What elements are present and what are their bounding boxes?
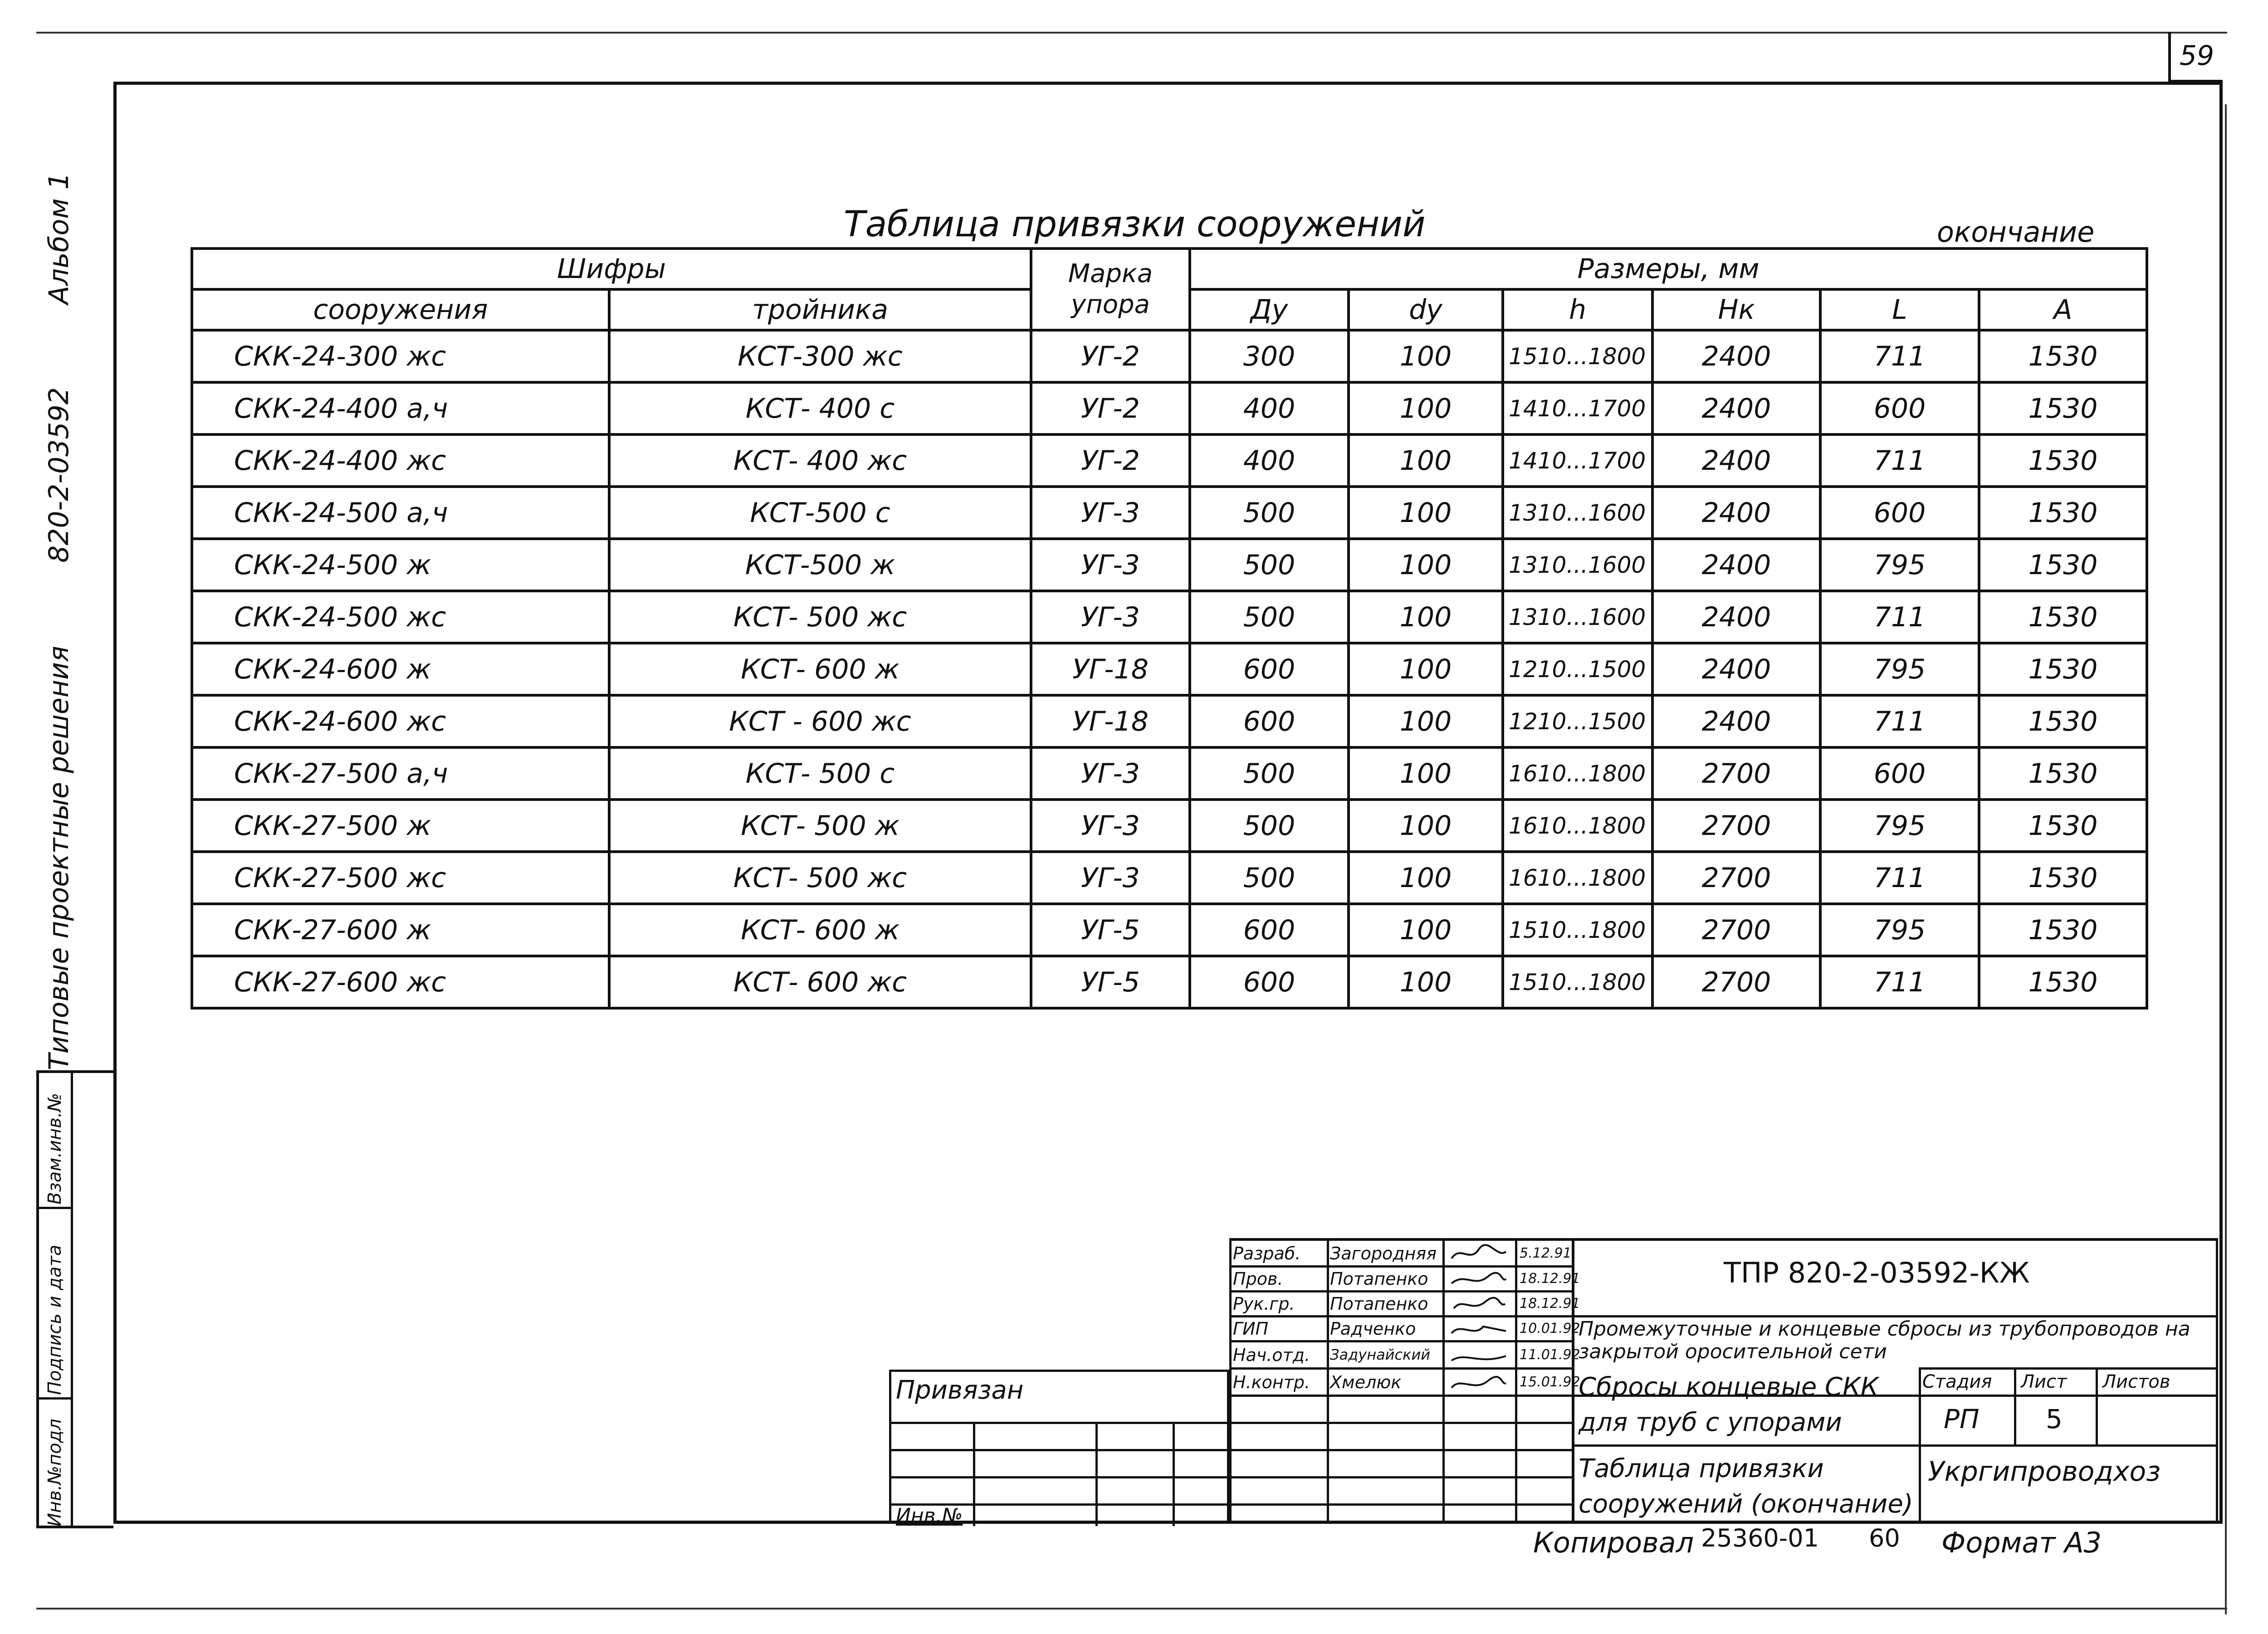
binding-label: Привязан: [896, 1375, 1024, 1405]
cell-brand: УГ-5: [1031, 956, 1190, 1008]
cell-dy: 100: [1349, 956, 1503, 1008]
sheet-label: Лист: [2021, 1371, 2067, 1392]
copied-label: Копировал: [1533, 1526, 1694, 1559]
right-trim-line: [2225, 104, 2227, 1614]
binding-stamp: [889, 1370, 1229, 1527]
cell-brand: УГ-18: [1031, 695, 1190, 747]
cell-du: 600: [1190, 904, 1349, 956]
cell-tee: КСТ-500 ж: [609, 539, 1031, 591]
sheet-value: 5: [2046, 1404, 2063, 1434]
rule: [1229, 1265, 1572, 1268]
stamp-cell-original: [39, 1400, 71, 1529]
sheet-number: 59: [2168, 32, 2223, 83]
cell-dy: 100: [1349, 330, 1503, 382]
rule: [2216, 1238, 2218, 1524]
table-suffix: окончание: [1937, 215, 2095, 249]
header-du: Ду: [1190, 289, 1349, 330]
cell-a: 1530: [1979, 852, 2147, 904]
signature-scribbles: [1447, 1240, 1510, 1395]
rule: [1919, 1367, 2218, 1370]
cell-h: 1310...1600: [1503, 487, 1652, 539]
cell-brand: УГ-5: [1031, 904, 1190, 956]
rule: [2096, 1367, 2098, 1444]
cell-h: 1410...1700: [1503, 382, 1652, 434]
cell-hk: 2400: [1652, 539, 1820, 591]
date-group-lead: 18.12.91: [1520, 1296, 1580, 1312]
table-row: [192, 852, 2147, 904]
cell-tee: КСТ- 400 жс: [609, 434, 1031, 487]
date-checker: 18.12.91: [1520, 1271, 1580, 1287]
rule: [1229, 1238, 1232, 1524]
cell-hk: 2400: [1652, 643, 1820, 695]
cell-l: 795: [1820, 800, 1979, 852]
stage-value: РП: [1944, 1404, 1980, 1434]
stage-label: Стадия: [1922, 1371, 1992, 1392]
cell-dy: 100: [1349, 487, 1503, 539]
header-hk: Нк: [1652, 289, 1820, 330]
cell-a: 1530: [1979, 330, 2147, 382]
cell-du: 500: [1190, 800, 1349, 852]
cell-hk: 2400: [1652, 382, 1820, 434]
cell-h: 1410...1700: [1503, 434, 1652, 487]
cell-hk: 2700: [1652, 956, 1820, 1008]
cell-a: 1530: [1979, 643, 2147, 695]
cell-h: 1210...1500: [1503, 643, 1652, 695]
cell-hk: 2400: [1652, 487, 1820, 539]
cell-hk: 2400: [1652, 330, 1820, 382]
cell-hk: 2700: [1652, 800, 1820, 852]
table-row: [192, 747, 2147, 800]
stamp-replace-label: Взам.инв.№: [44, 1093, 65, 1205]
cell-h: 1610...1800: [1503, 747, 1652, 800]
cell-l: 711: [1820, 852, 1979, 904]
drawing-title: Таблица привязки сооружений (окончание): [1579, 1454, 1913, 1519]
name-norm-control: Хмелюк: [1330, 1372, 1402, 1392]
cell-brand: УГ-18: [1031, 643, 1190, 695]
cell-structure: СКК-24-500 жс: [192, 591, 609, 643]
cell-du: 600: [1190, 695, 1349, 747]
cell-l: 711: [1820, 956, 1979, 1008]
cell-brand: УГ-2: [1031, 330, 1190, 382]
name-department-head: Задунайский: [1330, 1346, 1431, 1363]
cell-a: 1530: [1979, 800, 2147, 852]
cell-structure: СКК-27-500 ж: [192, 800, 609, 852]
side-stamp: [36, 1070, 113, 1528]
cell-h: 1310...1600: [1503, 539, 1652, 591]
document-code: ТПР 820-2-03592-КЖ: [1724, 1256, 2030, 1289]
table-row: [192, 591, 2147, 643]
header-codes: Шифры: [192, 249, 1031, 289]
rule: [1919, 1395, 2218, 1397]
cell-hk: 2400: [1652, 434, 1820, 487]
table-title: Таблица привязки сооружений: [844, 204, 1426, 245]
cell-structure: СКК-27-600 жс: [192, 956, 609, 1008]
cell-tee: КСТ- 500 с: [609, 747, 1031, 800]
cell-l: 600: [1820, 487, 1979, 539]
cell-brand: УГ-3: [1031, 747, 1190, 800]
cell-structure: СКК-27-600 ж: [192, 904, 609, 956]
cell-tee: КСТ- 600 ж: [609, 904, 1031, 956]
header-structure: сооружения: [192, 289, 609, 330]
cell-dy: 100: [1349, 695, 1503, 747]
rule: [891, 1476, 1229, 1478]
organization: Укргипроводхоз: [1928, 1456, 2161, 1488]
cell-hk: 2400: [1652, 695, 1820, 747]
cell-a: 1530: [1979, 382, 2147, 434]
cell-tee: КСТ- 600 жс: [609, 956, 1031, 1008]
cell-brand: УГ-3: [1031, 539, 1190, 591]
cell-du: 300: [1190, 330, 1349, 382]
side-album: Альбом 1: [43, 172, 75, 304]
cell-dy: 100: [1349, 747, 1503, 800]
date-norm-control: 15.01.92: [1520, 1374, 1580, 1390]
cell-h: 1210...1500: [1503, 695, 1652, 747]
cell-structure: СКК-24-400 жс: [192, 434, 609, 487]
table-row: [192, 330, 2147, 382]
cell-brand: УГ-3: [1031, 800, 1190, 852]
order-number: 25360-01: [1701, 1524, 1819, 1552]
cell-du: 500: [1190, 591, 1349, 643]
cell-a: 1530: [1979, 956, 2147, 1008]
cell-tee: КСТ-300 жс: [609, 330, 1031, 382]
cell-tee: КСТ- 400 с: [609, 382, 1031, 434]
cell-hk: 2700: [1652, 747, 1820, 800]
header-sizes: Размеры, мм: [1190, 249, 2147, 289]
date-chief-engineer: 10.01.92: [1520, 1321, 1580, 1336]
cell-du: 400: [1190, 434, 1349, 487]
rule: [1229, 1290, 1572, 1293]
cell-l: 711: [1820, 695, 1979, 747]
cell-structure: СКК-24-600 ж: [192, 643, 609, 695]
cell-hk: 2400: [1652, 591, 1820, 643]
cell-l: 795: [1820, 539, 1979, 591]
cell-structure: СКК-24-400 а,ч: [192, 382, 609, 434]
header-row-1: [192, 249, 2147, 289]
rule: [1229, 1422, 1572, 1424]
cell-l: 795: [1820, 643, 1979, 695]
cell-hk: 2700: [1652, 904, 1820, 956]
binding-table: [191, 247, 2148, 1010]
name-chief-engineer: Радченко: [1330, 1319, 1416, 1339]
rule: [1919, 1367, 1921, 1524]
role-developer: Разраб.: [1233, 1244, 1301, 1263]
side-series: Типовые проектные решения: [43, 645, 75, 1070]
cell-structure: СКК-24-500 ж: [192, 539, 609, 591]
role-department-head: Нач.отд.: [1233, 1345, 1310, 1365]
table-row: [192, 643, 2147, 695]
rule: [1229, 1476, 1572, 1478]
table-row: [192, 904, 2147, 956]
cell-dy: 100: [1349, 643, 1503, 695]
rule: [1327, 1238, 1329, 1524]
cell-h: 1510...1800: [1503, 956, 1652, 1008]
rule: [1515, 1238, 1517, 1524]
cell-dy: 100: [1349, 434, 1503, 487]
cell-brand: УГ-2: [1031, 434, 1190, 487]
header-l: L: [1820, 289, 1979, 330]
cell-du: 400: [1190, 382, 1349, 434]
cell-dy: 100: [1349, 382, 1503, 434]
cell-tee: КСТ - 600 жс: [609, 695, 1031, 747]
cell-a: 1530: [1979, 487, 2147, 539]
cell-h: 1510...1800: [1503, 330, 1652, 382]
cell-l: 711: [1820, 434, 1979, 487]
rule: [891, 1422, 1229, 1424]
role-chief-engineer: ГИП: [1233, 1319, 1269, 1339]
stamp-cell-signature: [39, 1209, 71, 1400]
stamp-divider: [71, 1073, 73, 1528]
stamp-cell-replace: [39, 1073, 71, 1209]
cell-du: 600: [1190, 643, 1349, 695]
cell-dy: 100: [1349, 904, 1503, 956]
name-developer: Загородняя: [1330, 1244, 1437, 1263]
cell-brand: УГ-3: [1031, 591, 1190, 643]
table-row: [192, 800, 2147, 852]
rule: [1229, 1238, 2218, 1241]
cell-du: 600: [1190, 956, 1349, 1008]
cell-structure: СКК-24-300 жс: [192, 330, 609, 382]
format-label: Формат А3: [1941, 1526, 2102, 1559]
project-title: Промежуточные и концевые сбросы из трубопроводов на закрытой оросительной сети: [1579, 1317, 2190, 1363]
rule: [1229, 1503, 1572, 1506]
sheets-label: Листов: [2102, 1371, 2170, 1392]
table-row: [192, 539, 2147, 591]
rule: [973, 1422, 975, 1526]
side-code: 820-2-03592: [43, 387, 75, 563]
header-dy: dy: [1349, 289, 1503, 330]
cell-du: 500: [1190, 487, 1349, 539]
cell-a: 1530: [1979, 591, 2147, 643]
side-text: [32, 172, 86, 1070]
cell-a: 1530: [1979, 904, 2147, 956]
stamp-signature-label: Подпись и дата: [44, 1244, 65, 1395]
cell-dy: 100: [1349, 539, 1503, 591]
top-trim-line: [36, 32, 2227, 34]
table-row: [192, 487, 2147, 539]
title-block: [1229, 1238, 2218, 1524]
role-checker: Пров.: [1233, 1269, 1283, 1289]
cell-h: 1510...1800: [1503, 904, 1652, 956]
role-norm-control: Н.контр.: [1233, 1372, 1310, 1392]
cell-du: 500: [1190, 747, 1349, 800]
cell-brand: УГ-3: [1031, 852, 1190, 904]
table-row: [192, 695, 2147, 747]
table-row: [192, 956, 2147, 1008]
rule: [1229, 1367, 1572, 1370]
cell-l: 711: [1820, 591, 1979, 643]
cell-h: 1310...1600: [1503, 591, 1652, 643]
bottom-trim-line: [36, 1608, 2227, 1610]
rule: [1229, 1449, 1572, 1451]
cell-tee: КСТ- 500 ж: [609, 800, 1031, 852]
cell-brand: УГ-2: [1031, 382, 1190, 434]
cell-structure: СКК-24-500 а,ч: [192, 487, 609, 539]
role-group-lead: Рук.гр.: [1233, 1294, 1295, 1314]
table-row: [192, 434, 2147, 487]
cell-tee: КСТ- 600 ж: [609, 643, 1031, 695]
cell-tee: КСТ- 500 жс: [609, 591, 1031, 643]
cell-dy: 100: [1349, 591, 1503, 643]
header-tee: тройника: [609, 289, 1031, 330]
cell-a: 1530: [1979, 434, 2147, 487]
inv-label: Инв.№: [896, 1504, 963, 1527]
date-developer: 5.12.91: [1520, 1245, 1572, 1261]
cell-structure: СКК-24-600 жс: [192, 695, 609, 747]
rule: [891, 1449, 1229, 1451]
header-a: А: [1979, 289, 2147, 330]
date-department-head: 11.01.92: [1520, 1347, 1580, 1363]
cell-dy: 100: [1349, 800, 1503, 852]
rule: [2014, 1367, 2016, 1444]
cell-hk: 2700: [1652, 852, 1820, 904]
cell-l: 795: [1820, 904, 1979, 956]
cell-l: 600: [1820, 382, 1979, 434]
cell-du: 500: [1190, 539, 1349, 591]
cell-structure: СКК-27-500 жс: [192, 852, 609, 904]
stamp-original-label: Инв.№подл: [44, 1419, 65, 1527]
rule: [1095, 1422, 1098, 1526]
rule: [1572, 1444, 2218, 1447]
cell-tee: КСТ- 500 жс: [609, 852, 1031, 904]
cell-l: 711: [1820, 330, 1979, 382]
sheet-title: Сбросы концевые СКК для труб с упорами: [1579, 1372, 1879, 1437]
cell-h: 1610...1800: [1503, 800, 1652, 852]
table-row: [192, 382, 2147, 434]
rule: [1442, 1238, 1445, 1524]
cell-brand: УГ-3: [1031, 487, 1190, 539]
cell-h: 1610...1800: [1503, 852, 1652, 904]
rule: [1229, 1340, 1572, 1342]
name-group-lead: Потапенко: [1330, 1294, 1428, 1314]
cell-a: 1530: [1979, 695, 2147, 747]
cell-structure: СКК-27-500 а,ч: [192, 747, 609, 800]
cell-a: 1530: [1979, 539, 2147, 591]
cell-l: 600: [1820, 747, 1979, 800]
page-number: 60: [1869, 1524, 1900, 1552]
rule: [1229, 1315, 1572, 1317]
header-brand: Марка упора: [1031, 249, 1190, 330]
rule: [1173, 1422, 1175, 1526]
cell-tee: КСТ-500 с: [609, 487, 1031, 539]
cell-a: 1530: [1979, 747, 2147, 800]
cell-dy: 100: [1349, 852, 1503, 904]
header-h: h: [1503, 289, 1652, 330]
cell-du: 500: [1190, 852, 1349, 904]
name-checker: Потапенко: [1330, 1269, 1428, 1289]
